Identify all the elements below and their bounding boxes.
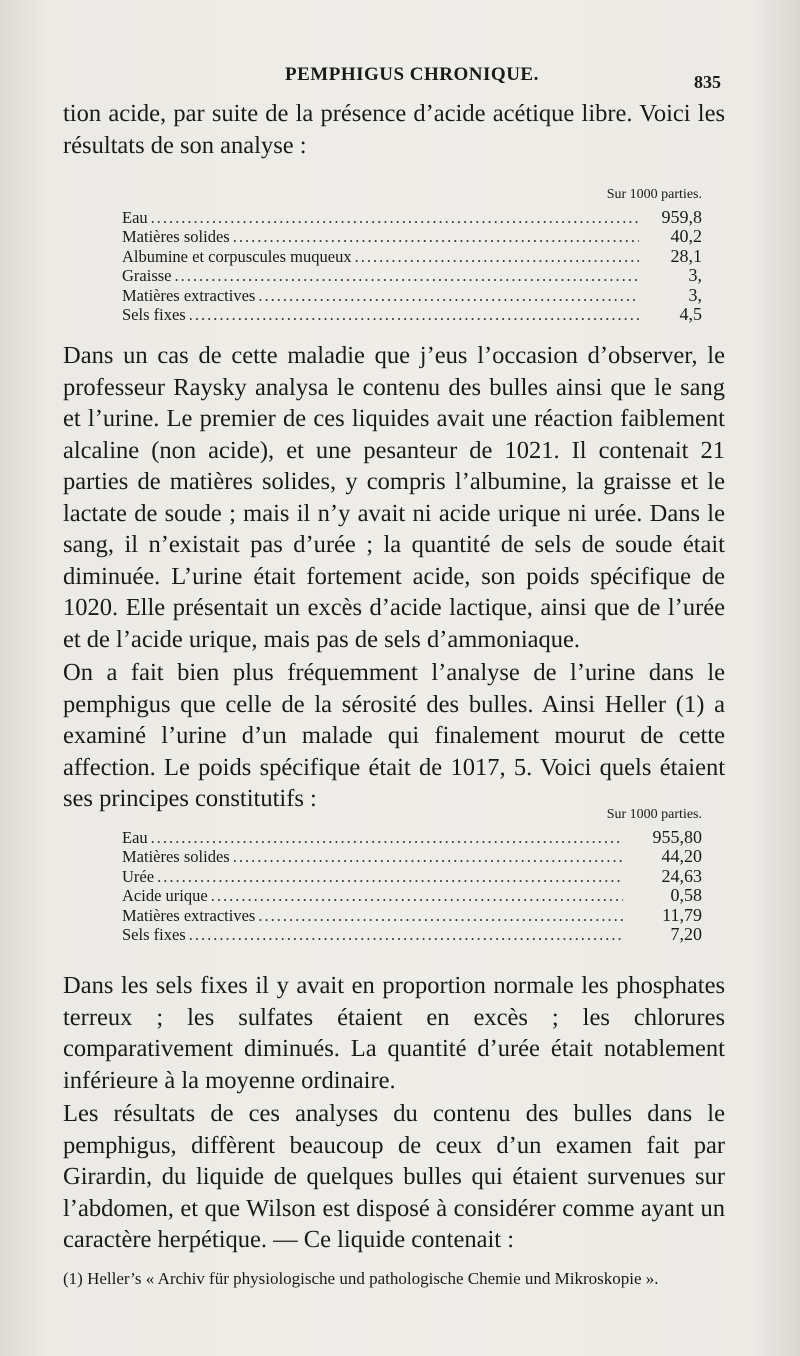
row-label: Sels fixes	[122, 305, 186, 324]
paragraph-3-text: On a fait bien plus fréquemment l’analyse de l’urine dans le pemphigus que celle de la sérosité des bulles. Ainsi Heller (1) a examiné l’urine d’un malade qui finalement mourut de cette affection. Le poids spécifique était de 1017, 5. Voici quels étaient ses principes constitutifs :	[63, 659, 725, 812]
analysis-table-urine	[122, 806, 702, 945]
row-label: Graisse	[122, 266, 172, 285]
row-value: 959,8	[661, 206, 702, 227]
row-value: 7,20	[670, 924, 702, 944]
table-row	[122, 266, 702, 286]
row-value: 4,5	[679, 304, 702, 324]
row-value: 0,58	[670, 885, 702, 905]
table-row	[122, 305, 702, 325]
row-label: Urée	[122, 866, 155, 886]
row-label: Sels fixes	[122, 925, 186, 944]
row-value: 11,79	[662, 904, 702, 925]
row-value: 24,63	[661, 865, 702, 886]
row-value: 955,80	[652, 826, 702, 847]
table-row	[122, 906, 702, 926]
running-title: PEMPHIGUS CHRONIQUE.	[285, 64, 539, 85]
analysis-table-bulles	[122, 186, 702, 325]
table-row	[122, 847, 702, 867]
paragraph-1	[63, 98, 725, 161]
row-value: 28,1	[670, 245, 702, 266]
table-row	[122, 828, 702, 848]
row-label: Acide urique	[122, 886, 208, 905]
page-number: 835	[694, 72, 721, 92]
table-column-header: Sur 1000 parties.	[606, 807, 702, 822]
row-label: Eau	[122, 827, 148, 847]
table-row	[122, 208, 702, 228]
paragraph-1-text: tion acide, par suite de la présence d’acide acétique libre. Voici les résultats de son analyse :	[63, 100, 725, 159]
footnote: (1) Heller’s « Archiv für physiologische und pathologische Chemie und Mikroskopie ».	[63, 1269, 659, 1288]
row-label: Matières extractives	[122, 905, 256, 925]
paragraphs-4-5	[63, 970, 725, 1256]
table-row	[122, 227, 702, 247]
row-label: Matières solides	[122, 847, 230, 866]
paragraph-4-text: Dans les sels fixes il y avait en proportion normale les phosphates terreux ; les sulfates étaient en excès ; les chlorures comparativement diminués. La quantité d’urée était notablement inférieure à la moyenne ordinaire.	[63, 972, 725, 1094]
row-value: 3,	[688, 284, 702, 305]
row-label: Matières extractives	[122, 285, 256, 305]
table-row	[122, 867, 702, 887]
paragraph-2-text: Dans un cas de cette maladie que j’eus l’occasion d’observer, le professeur Raysky analysa le contenu des bulles ainsi que le sang et l’urine. Le premier de ces liquides avait une réaction faiblement alcaline (non acide), et une pesanteur de 1021. Il contenait 21 parties de matières solides, y compris l’albumine, la graisse et le lactate de soude ; mais il n’y avait ni acide urique ni urée. Dans le sang, il n’existait pas d’urée ; la quantité de sels de soude était diminuée. L’urine était fortement acide, son poids spécifique de 1020. Elle présentait un excès d’acide lactique, ainsi que de l’urée et de l’acide urique, mais pas de sels d’ammoniaque.	[63, 342, 725, 653]
row-value: 44,20	[661, 846, 702, 866]
table-row	[122, 247, 702, 267]
table-column-header: Sur 1000 parties.	[606, 187, 702, 202]
paragraphs-2-3	[63, 340, 725, 815]
row-label: Albumine et corpuscules muqueux	[122, 246, 352, 266]
table-row	[122, 925, 702, 945]
table-row	[122, 886, 702, 906]
paragraph-5-text: Les résultats de ces analyses du contenu des bulles dans le pemphigus, diffèrent beaucoup de ceux d’un examen fait par Girardin, du liquide de quelques bulles qui étaient survenues sur l’abdomen, et que Wilson est disposé à considérer comme ayant un caractère herpétique. — Ce liquide contenait :	[63, 1100, 725, 1253]
row-label: Matières solides	[122, 227, 230, 246]
row-value: 40,2	[670, 226, 702, 246]
row-label: Eau	[122, 207, 148, 227]
table-row	[122, 286, 702, 306]
row-value: 3,	[688, 265, 702, 285]
page-header	[0, 64, 800, 94]
